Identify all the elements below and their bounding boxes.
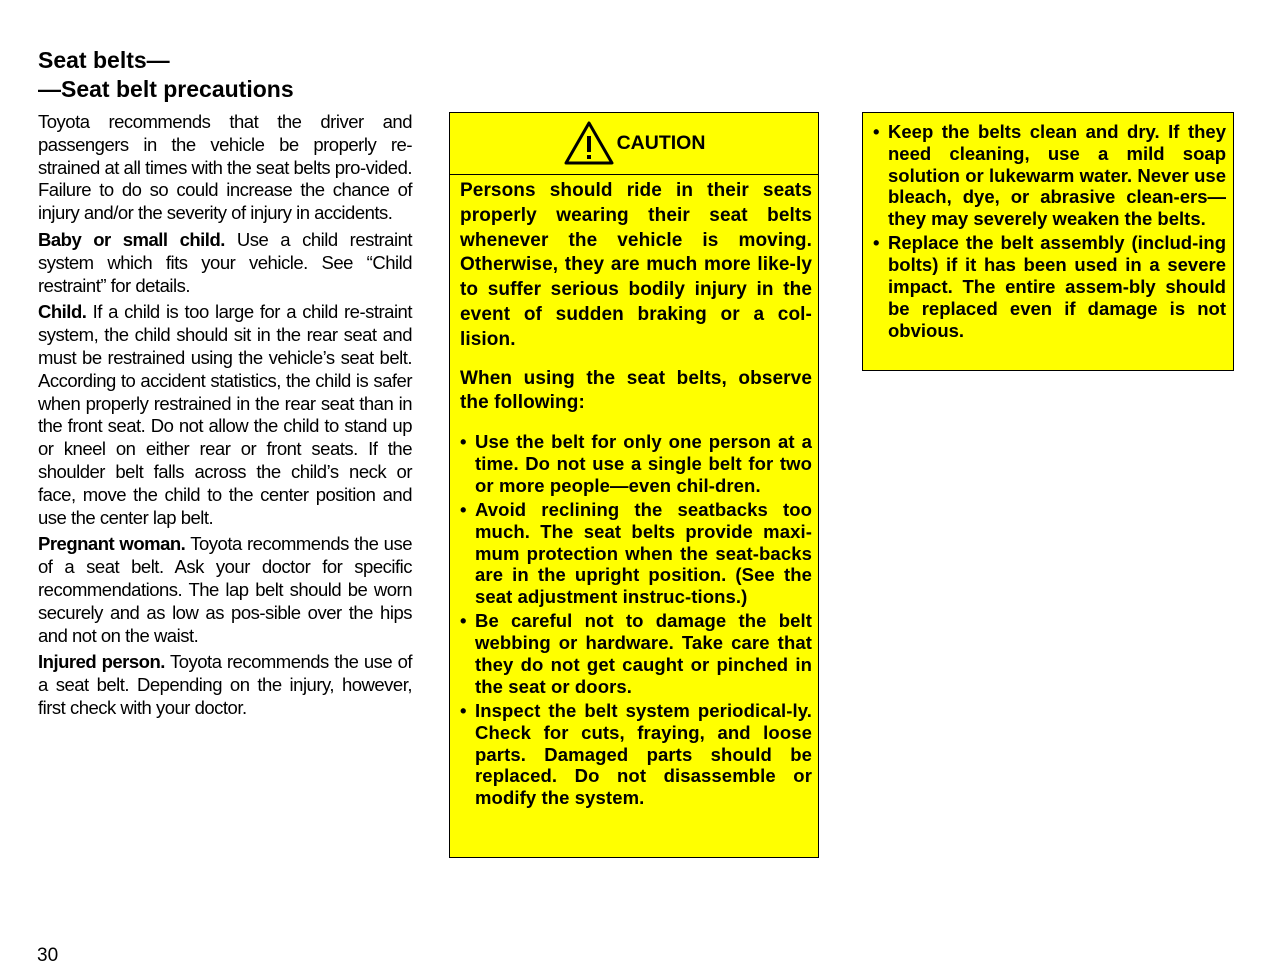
section-child: [38, 301, 412, 529]
caution-header: [450, 113, 818, 175]
list-item: • Avoid reclining the seatbacks too much. The seat belts provide maxi-mum protection when the seat-backs are in the upright position. (See the seat adjustment instruc-tions.): [460, 499, 812, 608]
caution-continued-list: [873, 121, 1226, 341]
list-item: • Replace the belt assembly (includ-ing bolts) if it has been used in a severe impact. The entire assem-bly should be replaced even if damage is not obvious.: [873, 232, 1226, 341]
caution-bullet-list: [460, 431, 812, 809]
caution-body: [450, 175, 818, 809]
section-text: Toyota recommends the use of a seat belt. Ask your doctor for specific recommendations. The lap belt should be worn securely and as low as pos-sible over the hips and not on the waist.: [38, 533, 412, 646]
page-title: [38, 46, 294, 104]
caution-continued-box: [862, 112, 1234, 371]
list-item: • Be careful not to damage the belt webbing or hardware. Take care that they do not get caught or pinched in the seat or doors.: [460, 610, 812, 697]
caution-lead: Persons should ride in their seats properly wearing their seat belts whenever the vehicle is moving. Otherwise, they are much more like-ly to suffer serious bodily injury in the event of sudden braking or a col-lision.: [460, 180, 812, 350]
section-baby: [38, 229, 412, 297]
section-label: Injured person.: [38, 651, 165, 673]
list-item: • Use the belt for only one person at a time. Do not use a single belt for two or more people—even chil-dren.: [460, 431, 812, 496]
caution-observe: When using the seat belts, observe the following:: [460, 367, 812, 414]
caution-title: CAUTION: [616, 132, 706, 154]
page-number: 30: [37, 945, 59, 966]
warning-triangle-icon: [563, 120, 615, 166]
caution-box: [449, 112, 819, 858]
section-label: Pregnant woman.: [38, 533, 186, 555]
title-line-1: Seat belts—: [38, 47, 170, 73]
section-injured: [38, 651, 412, 719]
section-text: Toyota recommends the use of a seat belt. Depending on the injury, however, first check with your doctor.: [38, 651, 412, 718]
title-line-2: —Seat belt precautions: [38, 76, 294, 102]
list-item: • Keep the belts clean and dry. If they need cleaning, use a mild soap solution or lukewarm water. Never use bleach, dye, or abrasive clean-ers—they may severely weaken the belts.: [873, 121, 1226, 230]
list-item: • Inspect the belt system periodical-ly. Check for cuts, fraying, and loose parts. Damaged parts should be replaced. Do not disassemble or modify the system.: [460, 700, 812, 809]
section-pregnant: [38, 533, 412, 647]
intro-paragraph: Toyota recommends that the driver and passengers in the vehicle be properly re-strained at all times with the seat belts pro-vided. Failure to do so could increase the chance of injury and/or the severity of injury in accidents.: [38, 111, 412, 224]
section-text: If a child is too large for a child re-straint system, the child should sit in the rear seat and must be restrained using the vehicle’s seat belt. According to accident statistics, the child is safer when properly restrained in the rear seat than in the front seat. Do not allow the child to stand up or kneel on either rear or front seats. If the shoulder belt falls across the child’s neck or face, move the child to the center position and use the center lap belt.: [38, 301, 412, 528]
left-column: [38, 111, 412, 724]
section-label: Child.: [38, 301, 87, 323]
section-text: Use a child restraint system which fits your vehicle. See “Child restraint” for details.: [38, 228, 412, 296]
section-label: Baby or small child.: [38, 228, 225, 250]
